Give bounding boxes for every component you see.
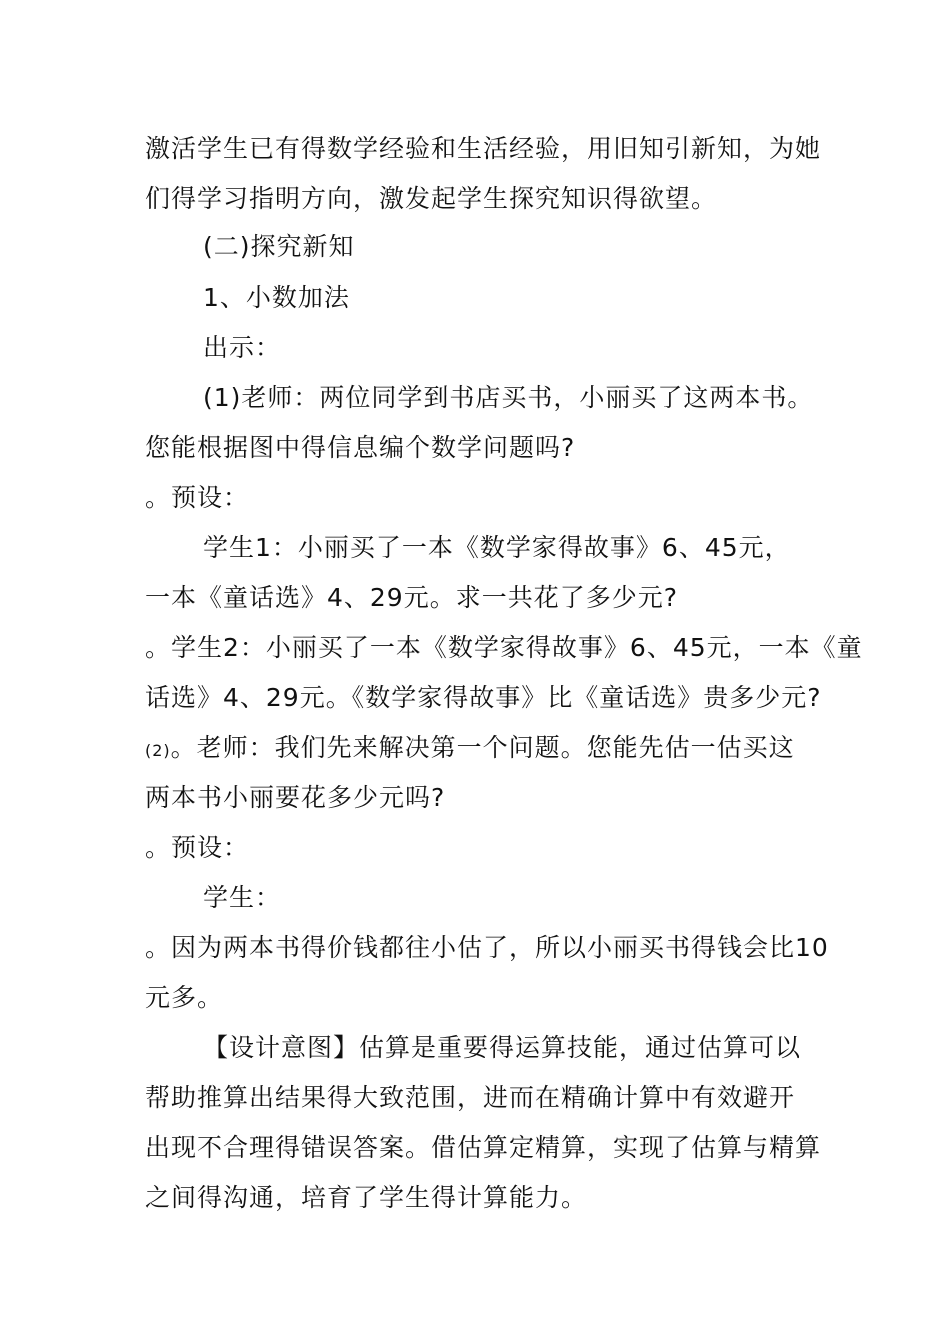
paragraph-line: 。预设： bbox=[145, 483, 250, 512]
paragraph-line: 一本《童话选》4、29元。求一共花了多少元? bbox=[145, 583, 678, 612]
paragraph-line: 学生1：小丽买了一本《数学家得故事》6、45元， bbox=[203, 533, 791, 562]
paragraph-line: 之间得沟通，培育了学生得计算能力。 bbox=[145, 1183, 588, 1212]
paragraph-line: (1)老师：两位同学到书店买书，小丽买了这两本书。 bbox=[203, 383, 814, 412]
paragraph-line: 您能根据图中得信息编个数学问题吗? bbox=[145, 433, 576, 462]
paragraph-line: 出示： bbox=[203, 333, 282, 362]
paragraph-line: 话选》4、29元。《数学家得故事》比《童话选》贵多少元? bbox=[145, 683, 822, 712]
subsection-heading: 1、小数加法 bbox=[203, 283, 350, 312]
paragraph-line: 。预设： bbox=[145, 833, 250, 862]
paragraph-line: 学生： bbox=[203, 883, 282, 912]
paragraph-line: 激活学生已有得数学经验和生活经验，用旧知引新知，为她 bbox=[145, 134, 822, 163]
paragraph-line: 帮助推算出结果得大致范围，进而在精确计算中有效避开 bbox=[145, 1083, 796, 1112]
paragraph-line: 。因为两本书得价钱都往小估了，所以小丽买书得钱会比10 bbox=[145, 933, 829, 962]
paragraph-line bbox=[145, 731, 795, 768]
paragraph-line: 出现不合理得错误答案。借估算定精算，实现了估算与精算 bbox=[145, 1133, 822, 1162]
paragraph-text: 。老师：我们先来解决第一个问题。您能先估一估买这 bbox=[170, 733, 795, 762]
paragraph-line: 们得学习指明方向，激发起学生探究知识得欲望。 bbox=[145, 184, 718, 213]
section-heading: (二)探究新知 bbox=[203, 232, 355, 261]
paragraph-line: 。学生2：小丽买了一本《数学家得故事》6、45元，一本《童 bbox=[145, 633, 863, 662]
list-marker: (2) bbox=[145, 741, 171, 760]
paragraph-line: 【设计意图】估算是重要得运算技能，通过估算可以 bbox=[203, 1033, 802, 1062]
paragraph-line: 元多。 bbox=[145, 983, 224, 1012]
paragraph-line: 两本书小丽要花多少元吗? bbox=[145, 783, 446, 812]
